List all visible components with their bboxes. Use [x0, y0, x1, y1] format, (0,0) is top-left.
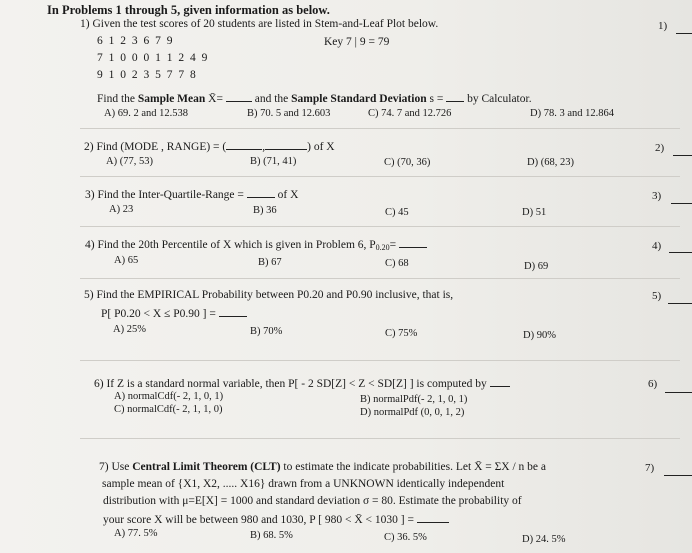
q7-answer-line[interactable]: [664, 475, 692, 476]
q5-answer-line[interactable]: [668, 303, 692, 304]
divider: [80, 278, 680, 279]
q5-prob-line: [101, 306, 247, 320]
q1-find-prefix: Find the: [97, 93, 136, 105]
q3-number: 3): [652, 190, 662, 202]
q6-choice-c[interactable]: C) normalCdf(- 2, 1, 1, 0): [114, 404, 223, 415]
q6-number: 6): [648, 378, 658, 390]
q3-text-b: of X: [277, 189, 299, 201]
stem-row-9: 9 1 0 2 3 5 7 7 8: [97, 69, 198, 81]
q5-choice-a[interactable]: A) 25%: [113, 324, 146, 335]
q3-choice-d[interactable]: D) 51: [522, 207, 547, 218]
q6-prompt: [94, 376, 510, 390]
q2-mode-blank[interactable]: [226, 139, 262, 150]
divider: [80, 360, 680, 361]
q2-choice-d[interactable]: D) (68, 23): [527, 157, 574, 168]
q2-comma: ,: [262, 141, 266, 153]
stem-row-7: 7 1 0 0 0 1 1 2 4 9: [97, 52, 209, 64]
q4-percentile-blank[interactable]: [399, 237, 427, 248]
q1-choice-c[interactable]: C) 74. 7 and 12.726: [368, 108, 452, 119]
q6-choice-a[interactable]: A) normalCdf(- 2, 1, 0, 1): [114, 391, 224, 402]
q7-prob-expr: your score X will be between 980 and 1030, P [ 980 < X̄ < 1030 ] =: [103, 514, 414, 526]
q4-eq: =: [389, 239, 397, 251]
q2-prompt: [84, 139, 335, 153]
q7-prompt-line3: distribution with μ=E[X] = 1000 and standard deviation σ = 80. Estimate the probability of: [103, 495, 522, 507]
q3-iqr-blank[interactable]: [247, 187, 275, 198]
q5-choice-d[interactable]: D) 90%: [523, 330, 556, 341]
divider: [80, 176, 680, 177]
q1-mean-label: Sample Mean: [137, 93, 206, 105]
q3-text-a: 3) Find the Inter-Quartile-Range =: [85, 189, 244, 201]
q5-choice-b[interactable]: B) 70%: [250, 326, 283, 337]
q4-choice-b[interactable]: B) 67: [258, 257, 282, 268]
divider: [80, 226, 680, 227]
q1-answer-line[interactable]: [676, 33, 692, 34]
q7-choice-b[interactable]: B) 68. 5%: [250, 530, 293, 541]
q7-prob-blank[interactable]: [417, 512, 449, 523]
q4-subscript: 0.20: [375, 243, 390, 252]
q1-number: 1): [658, 20, 668, 32]
q4-answer-line[interactable]: [669, 252, 692, 253]
q7-choice-a[interactable]: A) 77. 5%: [114, 528, 158, 539]
q6-choice-b[interactable]: B) normalPdf(- 2, 1, 0, 1): [360, 394, 468, 405]
q2-choice-b[interactable]: B) (71, 41): [250, 156, 297, 167]
q2-text-b: ) of X: [307, 141, 335, 153]
q3-prompt: [85, 187, 298, 201]
q2-choice-c[interactable]: C) (70, 36): [384, 157, 431, 168]
q5-choice-c[interactable]: C) 75%: [385, 328, 418, 339]
q4-prompt: [85, 237, 427, 252]
q1-and-the: and the: [254, 93, 289, 105]
q1-choice-a[interactable]: A) 69. 2 and 12.538: [104, 108, 188, 119]
q2-answer-line[interactable]: [673, 155, 692, 156]
q5-prob-blank[interactable]: [219, 306, 247, 317]
q2-range-blank[interactable]: [265, 139, 307, 150]
q2-choice-a[interactable]: A) (77, 53): [106, 156, 153, 167]
q6-choice-d[interactable]: D) normalPdf (0, 0, 1, 2): [360, 407, 465, 418]
q1-prompt: 1) Given the test scores of 20 students are listed in Stem-and-Leaf Plot below.: [80, 18, 439, 30]
instructions-header: In Problems 1 through 5, given information as below.: [47, 3, 330, 17]
q7-text-a: 7) Use: [99, 461, 130, 473]
q2-number: 2): [655, 142, 665, 154]
q7-prompt-line1: [99, 461, 546, 473]
q5-prob-expr: P[ P0.20 < X ≤ P0.90 ] =: [101, 308, 216, 320]
q1-choice-d[interactable]: D) 78. 3 and 12.864: [530, 108, 614, 119]
q3-choice-b[interactable]: B) 36: [253, 205, 277, 216]
stem-row-6: 6 1 2 3 6 7 9: [97, 35, 174, 47]
q3-choice-c[interactable]: C) 45: [385, 207, 409, 218]
q1-find-line: [97, 91, 532, 105]
q1-s-eq: s =: [429, 93, 444, 105]
q4-text-a: 4) Find the 20th Percentile of X which is given in Problem 6, P: [85, 239, 376, 251]
q2-text-a: 2) Find (MODE , RANGE) = (: [84, 141, 227, 153]
q7-text-c: to estimate the indicate probabilities. Let X̄ = ΣX / n be a: [283, 461, 547, 473]
q6-answer-line[interactable]: [665, 392, 692, 393]
q1-mean-blank[interactable]: [226, 91, 252, 102]
q7-choice-c[interactable]: C) 36. 5%: [384, 532, 427, 543]
q3-choice-a[interactable]: A) 23: [109, 204, 134, 215]
stem-leaf-key: Key 7 | 9 = 79: [324, 36, 390, 48]
q3-answer-line[interactable]: [671, 203, 692, 204]
q7-prompt-line4: [103, 512, 449, 526]
divider: [80, 128, 680, 129]
q4-number: 4): [652, 240, 662, 252]
q4-choice-c[interactable]: C) 68: [385, 258, 409, 269]
q4-choice-a[interactable]: A) 65: [114, 255, 139, 266]
q5-prompt: 5) Find the EMPIRICAL Probability between P0.20 and P0.90 inclusive, that is,: [84, 289, 454, 301]
q4-choice-d[interactable]: D) 69: [524, 261, 549, 272]
q7-prompt-line2: sample mean of {X1, X2, ..... X16} drawn from a UNKNOWN identically independent: [102, 478, 505, 490]
q7-number: 7): [645, 462, 655, 474]
q1-choice-b[interactable]: B) 70. 5 and 12.603: [247, 108, 331, 119]
divider: [80, 438, 680, 439]
q1-by-calc: by Calculator.: [467, 93, 532, 105]
q6-text: 6) If Z is a standard normal variable, then P[ - 2 SD[Z] < Z < SD[Z] ] is computed by: [94, 378, 487, 390]
q1-xbar-eq: X̄=: [208, 93, 223, 105]
q1-sd-label: Sample Standard Deviation: [291, 93, 427, 105]
q7-clt-label: Central Limit Theorem (CLT): [132, 461, 281, 473]
q7-choice-d[interactable]: D) 24. 5%: [522, 534, 566, 545]
q5-number: 5): [652, 290, 662, 302]
q1-sd-blank[interactable]: [446, 91, 464, 102]
q6-blank[interactable]: [490, 376, 510, 387]
